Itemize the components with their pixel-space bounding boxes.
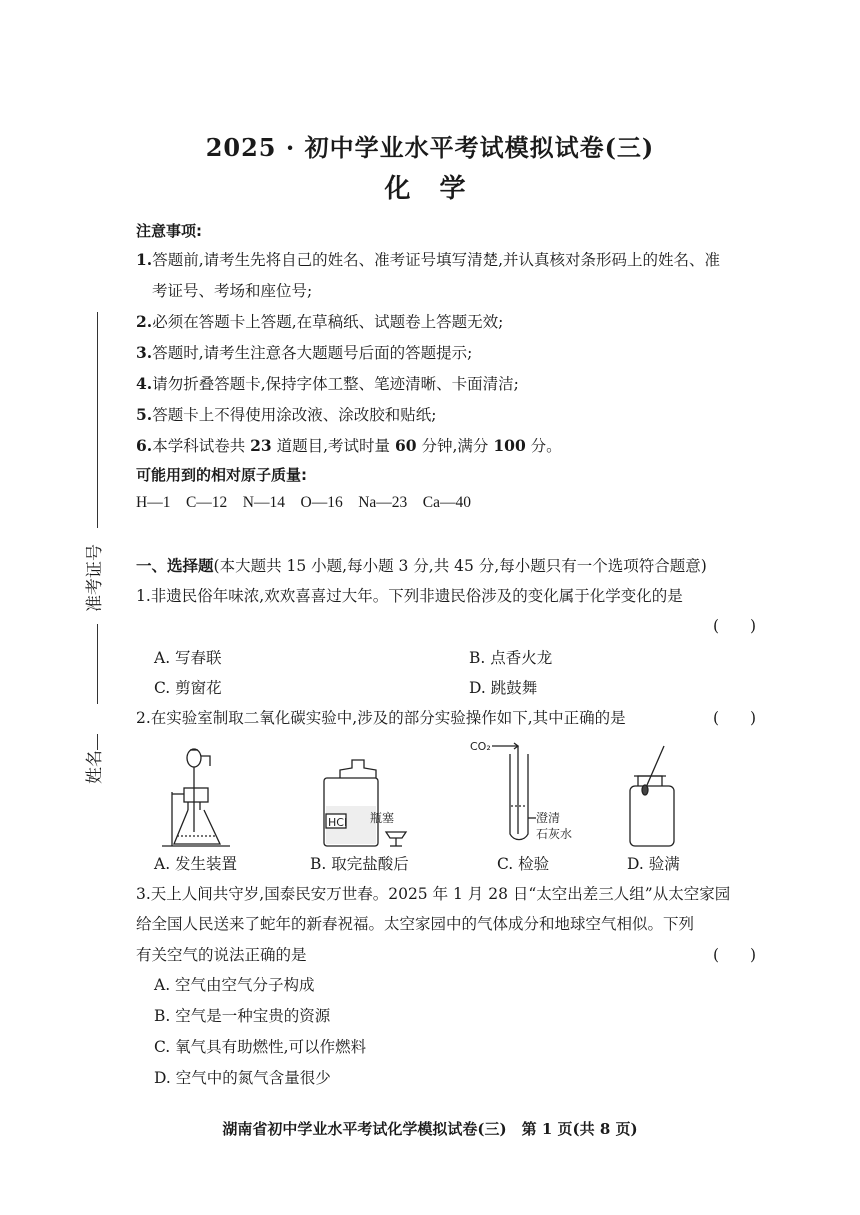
mass-heading: 可能用到的相对原子质量: bbox=[136, 466, 307, 484]
co2-label: CO₂ bbox=[470, 740, 491, 753]
notice-item-1: 1.答题前,请考生先将自己的姓名、准考证号填写清楚,并认真核对条形码上的姓名、准 bbox=[136, 250, 721, 269]
subject-title: 化 学 bbox=[384, 174, 476, 204]
gas-bottle-illustration bbox=[630, 746, 674, 846]
mass-n: N—14 bbox=[242, 494, 285, 511]
acid-bottle-illustration bbox=[324, 760, 406, 846]
mass-ca: Ca—40 bbox=[422, 494, 471, 511]
notice-item-1-cont: 考证号、考场和座位号; bbox=[152, 282, 313, 300]
limewater-label-1: 澄清 bbox=[536, 811, 561, 825]
stopper-label: 瓶塞 bbox=[370, 811, 395, 825]
limewater-label-2: 石灰水 bbox=[536, 827, 573, 841]
notice-item-5: 5.答题卡上不得使用涂改液、涂改胶和贴纸; bbox=[136, 405, 437, 424]
question-1-option-b: B. 点香火龙 bbox=[469, 649, 553, 667]
page-footer: 湖南省初中学业水平考试化学模拟试卷(三) 第 1 页(共 8 页) bbox=[222, 1120, 638, 1138]
question-2-stem: 2.在实验室制取二氧化碳实验中,涉及的部分实验操作如下,其中正确的是 bbox=[136, 709, 626, 727]
generating-apparatus-illustration bbox=[162, 749, 230, 846]
mass-c: C—12 bbox=[185, 494, 228, 511]
exam-id-label: 准考证号 bbox=[85, 544, 105, 612]
question-2-answer-paren: ( ) bbox=[713, 709, 757, 727]
mass-list bbox=[136, 494, 471, 512]
name-rule-tail bbox=[97, 734, 98, 750]
question-3-option-d: D. 空气中的氮气含量很少 bbox=[154, 1069, 331, 1087]
mass-h: H—1 bbox=[136, 494, 171, 511]
question-2-option-d: D. 验满 bbox=[627, 855, 680, 873]
mass-na: Na—23 bbox=[358, 494, 408, 511]
name-rule bbox=[97, 624, 98, 704]
notice-item-3: 3.答题时,请考生注意各大题题号后面的答题提示; bbox=[136, 343, 473, 362]
question-3-stem-line-3: 有关空气的说法正确的是 bbox=[136, 946, 307, 964]
question-2-option-a: A. 发生装置 bbox=[154, 855, 238, 873]
question-3-answer-paren: ( ) bbox=[713, 946, 757, 964]
question-1-answer-paren: ( ) bbox=[713, 617, 757, 635]
question-1-option-a: A. 写春联 bbox=[154, 649, 222, 667]
exam-id-rule bbox=[97, 312, 98, 528]
test-tube-illustration bbox=[492, 743, 536, 840]
question-1-option-c: C. 剪窗花 bbox=[154, 679, 222, 697]
notice-item-2: 2.必须在答题卡上答题,在草稿纸、试题卷上答题无效; bbox=[136, 312, 504, 331]
question-2-option-c: C. 检验 bbox=[497, 855, 550, 873]
section-heading: 一、选择题(本大题共 15 小题,每小题 3 分,共 45 分,每小题只有一个选项符合题意) bbox=[136, 556, 707, 575]
mass-o: O—16 bbox=[300, 494, 343, 511]
question-2-option-b: B. 取完盐酸后 bbox=[310, 855, 409, 873]
question-3-option-b: B. 空气是一种宝贵的资源 bbox=[154, 1007, 331, 1025]
question-3-stem-line-2: 给全国人民送来了蛇年的新春祝福。太空家园中的气体成分和地球空气相似。下列 bbox=[136, 915, 695, 933]
notice-item-6: 6.本学科试卷共 23 道题目,考试时量 60 分钟,满分 100 分。 bbox=[136, 436, 562, 455]
question-1-stem: 1.非遗民俗年味浓,欢欢喜喜过大年。下列非遗民俗涉及的变化属于化学变化的是 bbox=[136, 587, 683, 605]
question-3-option-c: C. 氧气具有助燃性,可以作燃料 bbox=[154, 1038, 367, 1056]
question-3-stem-line-1: 3.天上人间共守岁,国泰民安万世春。2025 年 1 月 28 日“太空出差三人组”从太空家园 bbox=[136, 885, 731, 903]
question-1-option-d: D. 跳鼓舞 bbox=[469, 679, 538, 697]
question-3-option-a: A. 空气由空气分子构成 bbox=[154, 976, 315, 994]
exam-title: 2025 · 初中学业水平考试模拟试卷(三) bbox=[205, 133, 655, 162]
notice-item-4: 4.请勿折叠答题卡,保持字体工整、笔迹清晰、卡面清洁; bbox=[136, 374, 519, 393]
hcl-label: HCl bbox=[328, 816, 348, 829]
name-label: 姓名 bbox=[85, 750, 105, 784]
notice-heading: 注意事项: bbox=[136, 222, 202, 240]
question-2-figure bbox=[150, 736, 710, 850]
